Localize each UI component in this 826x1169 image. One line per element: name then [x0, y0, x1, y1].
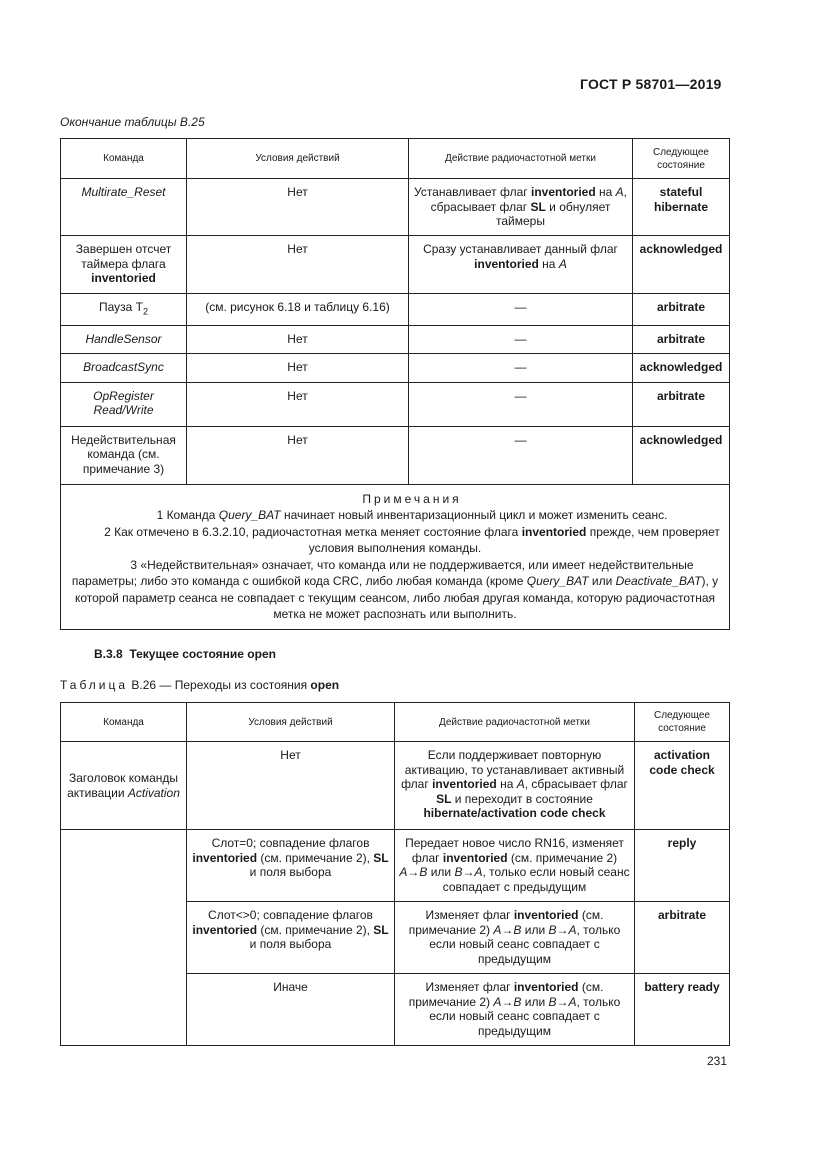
table-row: [61, 179, 730, 236]
action-cell: Изменяет флаг inventoried (см. примечание 2) A→B или B→A, только если новый сеанс совпадает с предыдущим: [395, 974, 635, 1046]
condition-cell: Иначе: [187, 974, 395, 1046]
column-header: Действие радиочастотной метки: [395, 703, 635, 742]
command-cell: Завершен отсчет таймера флага inventoried: [61, 236, 187, 294]
condition-cell: Нет: [187, 179, 409, 236]
action-cell: Устанавливает флаг inventoried на A, сбрасывает флаг SL и обнуляет таймеры: [409, 179, 633, 236]
command-cell: OpRegister Read/Write: [61, 382, 187, 426]
command-cell: HandleSensor: [61, 325, 187, 353]
next-state-cell: arbitrate: [633, 382, 730, 426]
document-header: ГОСТ Р 58701—2019: [580, 76, 722, 92]
action-cell: —: [409, 294, 633, 326]
condition-cell: Нет: [187, 426, 409, 484]
table-header-row: [61, 703, 730, 742]
action-cell: Сразу устанавливает данный флаг inventoried на A: [409, 236, 633, 294]
section-heading: В.3.8 Текущее состояние open: [94, 647, 276, 661]
notes-row: [61, 484, 730, 629]
table-b25-end: [60, 138, 730, 630]
command-cell: BroadcastSync: [61, 353, 187, 382]
table-row: [61, 353, 730, 382]
action-cell: —: [409, 382, 633, 426]
next-state-cell: arbitrate: [635, 902, 730, 974]
next-state-cell: stateful hibernate: [633, 179, 730, 236]
command-cell: Multirate_Reset: [61, 179, 187, 236]
command-cell: Пауза $T_2$: [61, 294, 187, 326]
page-number: 231: [707, 1054, 728, 1068]
command-cell: [61, 830, 187, 1046]
column-header: Команда: [61, 703, 187, 742]
condition-cell: Нет: [187, 353, 409, 382]
note-2: 2 Как отмечено в 6.3.2.10, радиочастотная метка меняет состояние флага inventoried прежде, чем проверяет условия выполнения команды.: [104, 524, 720, 556]
command-cell: Недействительная команда (см. примечание 3): [61, 426, 187, 484]
next-state-cell: arbitrate: [633, 325, 730, 353]
table-row: [61, 294, 730, 326]
action-cell: —: [409, 353, 633, 382]
table-row: [61, 236, 730, 294]
next-state-cell: reply: [635, 830, 730, 902]
action-cell: —: [409, 325, 633, 353]
column-header: Следующее состояние: [635, 703, 730, 742]
column-header: Условия действий: [187, 139, 409, 179]
table-row: [61, 426, 730, 484]
column-header: Действие радиочастотной метки: [409, 139, 633, 179]
notes-cell: [61, 484, 730, 629]
table-caption-continuation: Окончание таблицы В.25: [60, 115, 205, 129]
next-state-cell: activation code check: [635, 742, 730, 830]
condition-cell: Нет: [187, 742, 395, 830]
condition-cell: Нет: [187, 325, 409, 353]
next-state-cell: acknowledged: [633, 353, 730, 382]
notes-heading: Примечания: [362, 491, 462, 506]
next-state-cell: acknowledged: [633, 236, 730, 294]
table-row: [61, 382, 730, 426]
column-header: Условия действий: [187, 703, 395, 742]
condition-cell: Слот=0; совпадение флагов inventoried (см. примечание 2), SL и поля выбора: [187, 830, 395, 902]
action-cell: —: [409, 426, 633, 484]
table-row: [61, 325, 730, 353]
command-cell: Заголовок команды активации Activation: [61, 742, 187, 830]
condition-cell: Нет: [187, 236, 409, 294]
note-1: 1 Команда Query_BAT начинает новый инвентаризационный цикл и может изменить сеанс.: [156, 508, 668, 523]
next-state-cell: arbitrate: [633, 294, 730, 326]
table-caption: Таблица В.26 — Переходы из состояния open: [60, 678, 340, 692]
next-state-cell: battery ready: [635, 974, 730, 1046]
action-cell: Если поддерживает повторную активацию, то устанавливает активный флаг inventoried на A, сбрасывает флаг SL и переходит в состояние hibernate/activation code check: [395, 742, 635, 830]
next-state-cell: acknowledged: [633, 426, 730, 484]
condition-cell: Нет: [187, 382, 409, 426]
column-header: Команда: [61, 139, 187, 179]
table-b26: [60, 702, 730, 1046]
action-cell: Изменяет флаг inventoried (см. примечание 2) A→B или B→A, только если новый сеанс совпадает с предыдущим: [395, 902, 635, 974]
table-row: [61, 830, 730, 902]
table-row: [61, 742, 730, 830]
action-cell: Передает новое число RN16, изменяет флаг inventoried (см. примечание 2) A→B или B→A, только если новый сеанс совпадает с предыдущим: [395, 830, 635, 902]
table-header-row: [61, 139, 730, 179]
condition-cell: Слот<>0; совпадение флагов inventoried (см. примечание 2), SL и поля выбора: [187, 902, 395, 974]
column-header: Следующее состояние: [633, 139, 730, 179]
condition-cell: (см. рисунок 6.18 и таблицу 6.16): [187, 294, 409, 326]
note-3: 3 «Недействительная» означает, что команда или не поддерживается, или имеет недействительные параметры; либо это команда с ошибкой кода CRC, либо любая команда (кроме Query_BAT или Deactivate_BAT), у которой параметр сеанса не совпадает с текущим сеансом, либо любая другая команда, которую радиочастотная метка не может распознать или выполнить.: [71, 557, 719, 622]
